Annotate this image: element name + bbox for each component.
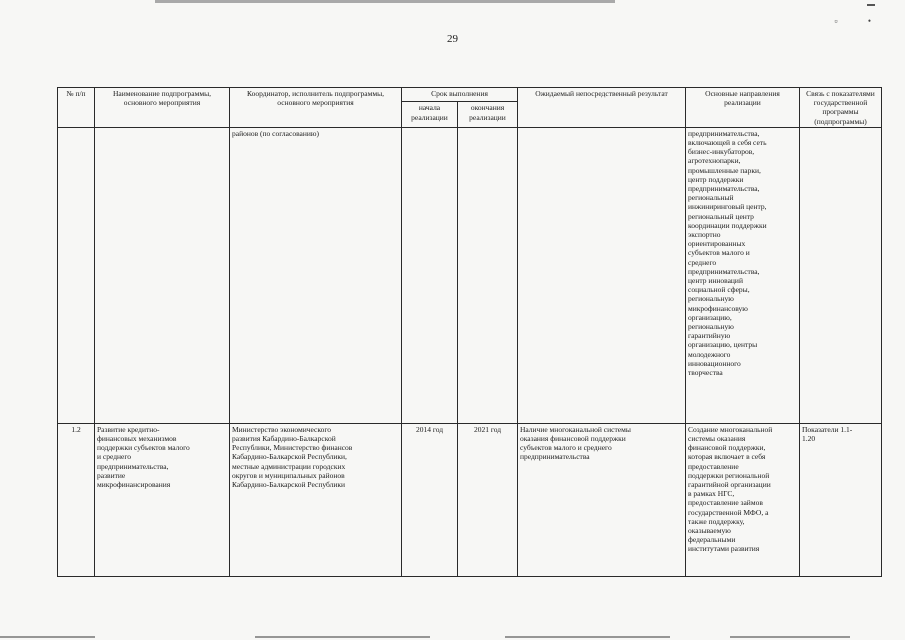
header-row — [58, 88, 882, 102]
header-term: Срок выполнения — [402, 88, 518, 102]
scan-artifact-bottom — [0, 634, 905, 640]
header-num: № п/п — [58, 88, 95, 128]
cell-num — [58, 127, 95, 423]
program-table — [57, 87, 882, 577]
cell-directions: предпринимательства, включающей в себя сеть бизнес-инкубаторов, агротехнопарки, промышленные парки, центр поддержки предпринимательства, региональный инжиниринговый центр, региональный центр координации поддержки экспортно ориентированных субъектов малого и среднего предпринимательства, центр инноваций социальной сферы, региональную микрофинансовую организацию, региональную гарантийную организацию, центры молодежного инновационного творчества — [686, 127, 800, 423]
cell-directions: Создание многоканальной системы оказания финансовой поддержки, которая включает в себя предоставление поддержки региональной гарантийной организации в рамках НГС, предоставление займов государственной МФО, а также поддержку, оказываемую федеральными институтами развития — [686, 423, 800, 576]
header-term-end: окончания реализации — [458, 102, 518, 127]
cell-num: 1.2 — [58, 423, 95, 576]
cell-coordinator: районов (по согласованию) — [230, 127, 402, 423]
table-row — [58, 423, 882, 576]
header-term-start: начала реализации — [402, 102, 458, 127]
header-result: Ожидаемый непосредственный результат — [518, 88, 686, 128]
header-link: Связь с показателями государственной программы (подпрограммы) — [800, 88, 882, 128]
cell-link: Показатели 1.1- 1.20 — [800, 423, 882, 576]
page-number: 29 — [447, 33, 458, 45]
header-coordinator: Координатор, исполнитель подпрограммы, основного мероприятия — [230, 88, 402, 128]
header-directions: Основные направления реализации — [686, 88, 800, 128]
scan-artifact-marks: ▫ • — [834, 16, 885, 26]
scan-artifact-top — [155, 0, 615, 3]
cell-result: Наличие многоканальной системы оказания финансовой поддержки субъектов малого и среднего предпринимательства — [518, 423, 686, 576]
table-row — [58, 127, 882, 423]
cell-name — [95, 127, 230, 423]
cell-start — [402, 127, 458, 423]
cell-end — [458, 127, 518, 423]
cell-end: 2021 год — [458, 423, 518, 576]
cell-name: Развитие кредитно- финансовых механизмов поддержки субъектов малого и среднего предпринимательства, развитие микрофинансирования — [95, 423, 230, 576]
cell-result — [518, 127, 686, 423]
header-name: Наименование подпрограммы, основного мероприятия — [95, 88, 230, 128]
cell-start: 2014 год — [402, 423, 458, 576]
scan-artifact-dash — [867, 4, 875, 6]
cell-coordinator: Министерство экономического развития Кабардино-Балкарской Республики, Министерство финансов Кабардино-Балкарской Республики, местные администрации городских округов и муниципальных районов Кабардино-Балкарской Республики — [230, 423, 402, 576]
cell-link — [800, 127, 882, 423]
